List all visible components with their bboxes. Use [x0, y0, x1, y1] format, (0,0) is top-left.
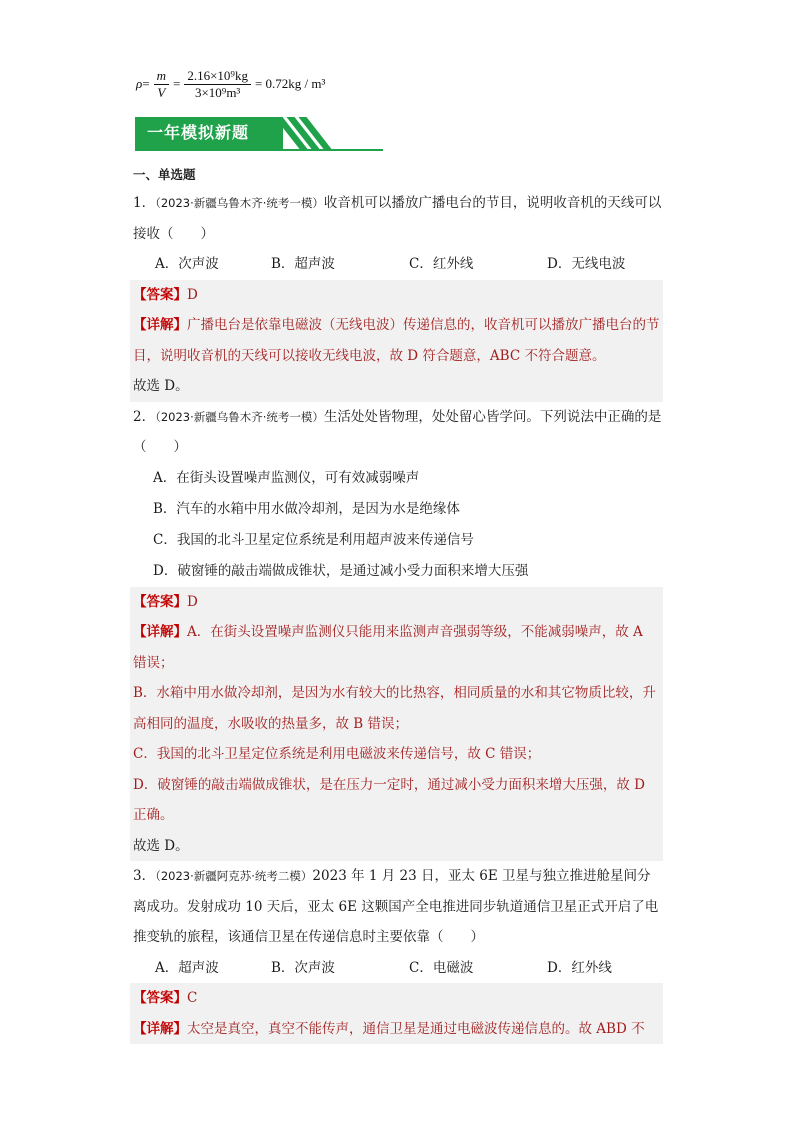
option-c: C．红外线 — [409, 256, 474, 272]
formula-equals-2: = — [172, 76, 181, 91]
question-2-answer-block — [130, 587, 663, 862]
question-content — [133, 162, 663, 1044]
detail-text-a: A．在街头设置噪声监测仪只能用来监测声音强弱等级，不能减弱噪声，故 A 错误； — [133, 624, 643, 671]
formula-result: = 0.72kg / m³ — [254, 76, 326, 91]
section-title: 一、单选题 — [133, 167, 196, 182]
question-3-options — [133, 953, 663, 984]
banner-title: 一年模拟新题 — [147, 123, 250, 142]
detail-line — [133, 617, 660, 678]
detail-tag: 【详解】 — [133, 624, 187, 640]
formula-equals: = — [142, 76, 150, 91]
formula-fraction-mv — [154, 69, 169, 100]
answer-tag: 【答案】 — [133, 990, 187, 1006]
answer-line — [133, 280, 660, 311]
detail-text-c: C．我国的北斗卫星定位系统是利用电磁波来传递信号，故 C 错误； — [133, 746, 541, 762]
detail-text: 太空是真空，真空不能传声，通信卫星是通过电磁波传递信息的。故 ABD 不 — [187, 1020, 645, 1037]
question-number: 3． — [133, 868, 156, 884]
banner-underline — [135, 149, 383, 151]
detail-text-b: B．水箱中用水做冷却剂，是因为水有较大的比热容，相同质量的水和其它物质比较，升高相同的温度，水吸收的热量多，故 B 错误； — [133, 685, 656, 732]
answer-line — [133, 587, 660, 618]
conclusion-line: 故选 D。 — [133, 378, 189, 394]
question-2 — [133, 402, 663, 463]
formula-mass-value: 2.16×10⁹kg — [184, 69, 251, 85]
answer-value: C — [187, 990, 198, 1006]
answer-value: D — [187, 593, 198, 610]
detail-line — [133, 1014, 660, 1045]
question-1-answer-block — [130, 280, 663, 402]
option-d: D．红外线 — [547, 959, 612, 976]
question-stem: 收音机可以播放广播电台的节目，说明收音机的天线可以接收（ ） — [133, 195, 662, 242]
question-stem: 生活处处皆物理，处处留心皆学问。下列说法中正确的是（ ） — [133, 408, 662, 455]
answer-line — [133, 983, 660, 1014]
question-source: （2023·新疆阿克苏·统考二模） — [155, 869, 313, 883]
question-2-options — [133, 463, 663, 587]
option-c: C．电磁波 — [409, 959, 474, 976]
option-d: D．无线电波 — [547, 256, 626, 272]
question-3-answer-block — [130, 983, 663, 1044]
question-1-options — [133, 249, 663, 280]
option-b: B．超声波 — [271, 256, 335, 272]
formula-volume-value: 3×10⁹m³ — [194, 84, 241, 100]
section-banner — [135, 117, 383, 151]
option-a: A．在街头设置噪声监测仪，可有效减弱噪声 — [153, 469, 420, 486]
option-d: D．破窗锤的敲击端做成锥状，是通过减小受力面积来增大压强 — [153, 562, 529, 579]
question-number: 1． — [133, 195, 156, 211]
formula-volume: V — [157, 84, 166, 100]
question-1 — [133, 188, 663, 249]
detail-text: 广播电台是依靠电磁波（无线电波）传递信息的，收音机可以播放广播电台的节目，说明收音机的天线可以接收无线电波，故 D 符合题意，ABC 不符合题意。 — [133, 317, 660, 364]
option-a: A．超声波 — [155, 959, 219, 976]
detail-tag: 【详解】 — [133, 1020, 187, 1037]
detail-tag: 【详解】 — [133, 317, 187, 333]
question-stem: 2023 年 1 月 23 日，亚太 6E 卫星与独立推进舱星间分离成功。发射成功 10 天后，亚太 6E 这颗国产全电推进同步轨道通信卫星正式开启了电推变轨的旅程，该通信卫星在传递信息时主要依靠（ ） — [133, 868, 659, 945]
answer-value: D — [187, 286, 198, 303]
detail-text-d: D．破窗锤的敲击端做成锥状，是在压力一定时，通过减小受力面积来增大压强，故 D 正确。 — [133, 776, 645, 823]
question-source: （2023·新疆乌鲁木齐·统考一模） — [155, 196, 324, 210]
question-number: 2． — [133, 408, 156, 425]
question-3 — [133, 861, 663, 953]
detail-line — [133, 310, 660, 371]
question-source: （2023·新疆乌鲁木齐·统考一模） — [155, 409, 324, 424]
option-b: B．汽车的水箱中用水做冷却剂，是因为水是绝缘体 — [153, 500, 460, 517]
option-b: B．次声波 — [271, 959, 335, 976]
option-a: A．次声波 — [155, 256, 219, 272]
formula-rho: ρ — [136, 76, 143, 91]
formula-fraction-values — [184, 69, 251, 100]
answer-tag: 【答案】 — [133, 286, 187, 303]
option-c: C．我国的北斗卫星定位系统是利用超声波来传递信号 — [153, 531, 474, 548]
conclusion-line: 故选 D。 — [133, 837, 189, 854]
answer-tag: 【答案】 — [133, 593, 187, 610]
density-formula — [136, 62, 325, 106]
formula-mass: m — [154, 69, 169, 85]
